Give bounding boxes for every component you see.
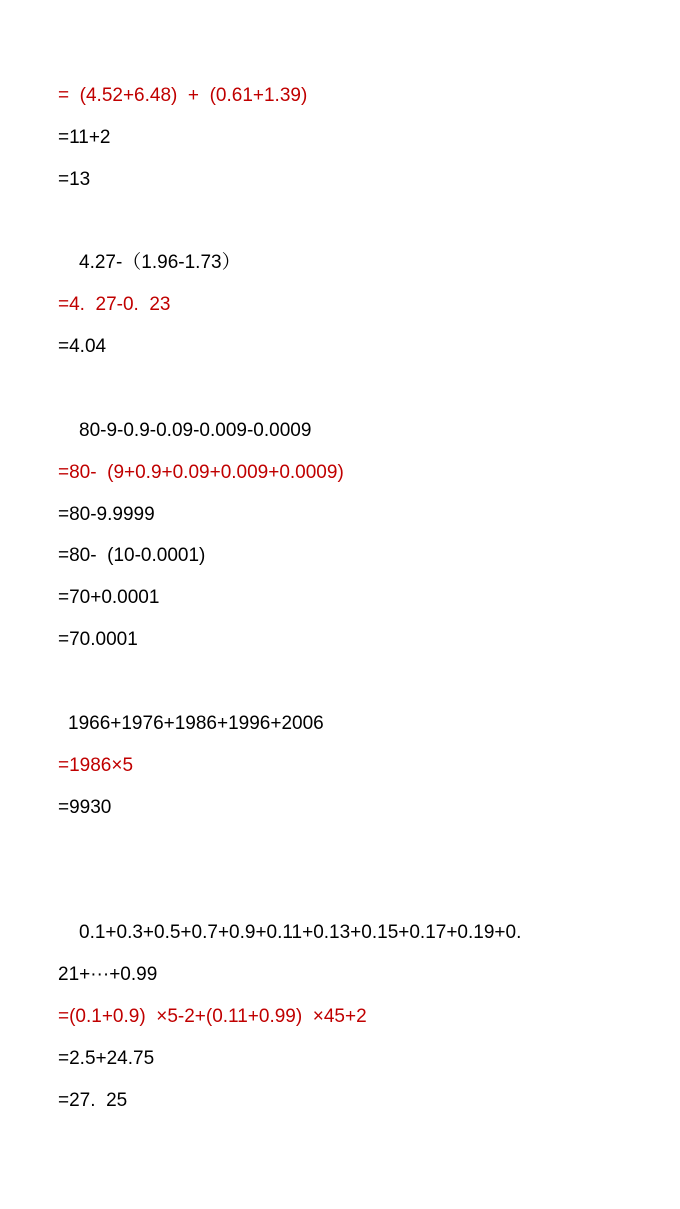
solution-step: =80- (9+0.9+0.09+0.009+0.0009) bbox=[58, 462, 344, 483]
solution-step: =27. 25 bbox=[58, 1090, 128, 1111]
problem-expression: 80-9-0.9-0.09-0.009-0.0009 bbox=[79, 420, 312, 441]
solution-step: =11+2 bbox=[58, 127, 111, 148]
solution-step: =80- (10-0.0001) bbox=[58, 545, 206, 566]
solution-step: =70+0.0001 bbox=[58, 587, 160, 608]
solution-step: = (4.52+6.48) + (0.61+1.39) bbox=[58, 85, 308, 106]
solution-step: =4.04 bbox=[58, 336, 107, 357]
problem-expression-continued: 21+···+0.99 bbox=[58, 964, 158, 985]
problem-expression: 1966+1976+1986+1996+2006 bbox=[68, 713, 324, 734]
solution-step: =13 bbox=[58, 169, 91, 190]
solution-step: =1986×5 bbox=[58, 755, 134, 776]
solution-step: =4. 27-0. 23 bbox=[58, 294, 171, 315]
solution-step: =(0.1+0.9) ×5-2+(0.11+0.99) ×45+2 bbox=[58, 1006, 367, 1027]
solution-step: =80-9.9999 bbox=[58, 504, 155, 525]
problem-expression: 0.1+0.3+0.5+0.7+0.9+0.11+0.13+0.15+0.17+0.19+0. bbox=[79, 922, 522, 943]
problem-expression: 4.27-（1.96-1.73） bbox=[79, 252, 241, 273]
solution-step: =2.5+24.75 bbox=[58, 1048, 155, 1069]
solution-step: =70.0001 bbox=[58, 629, 138, 650]
solution-step: =9930 bbox=[58, 797, 112, 818]
